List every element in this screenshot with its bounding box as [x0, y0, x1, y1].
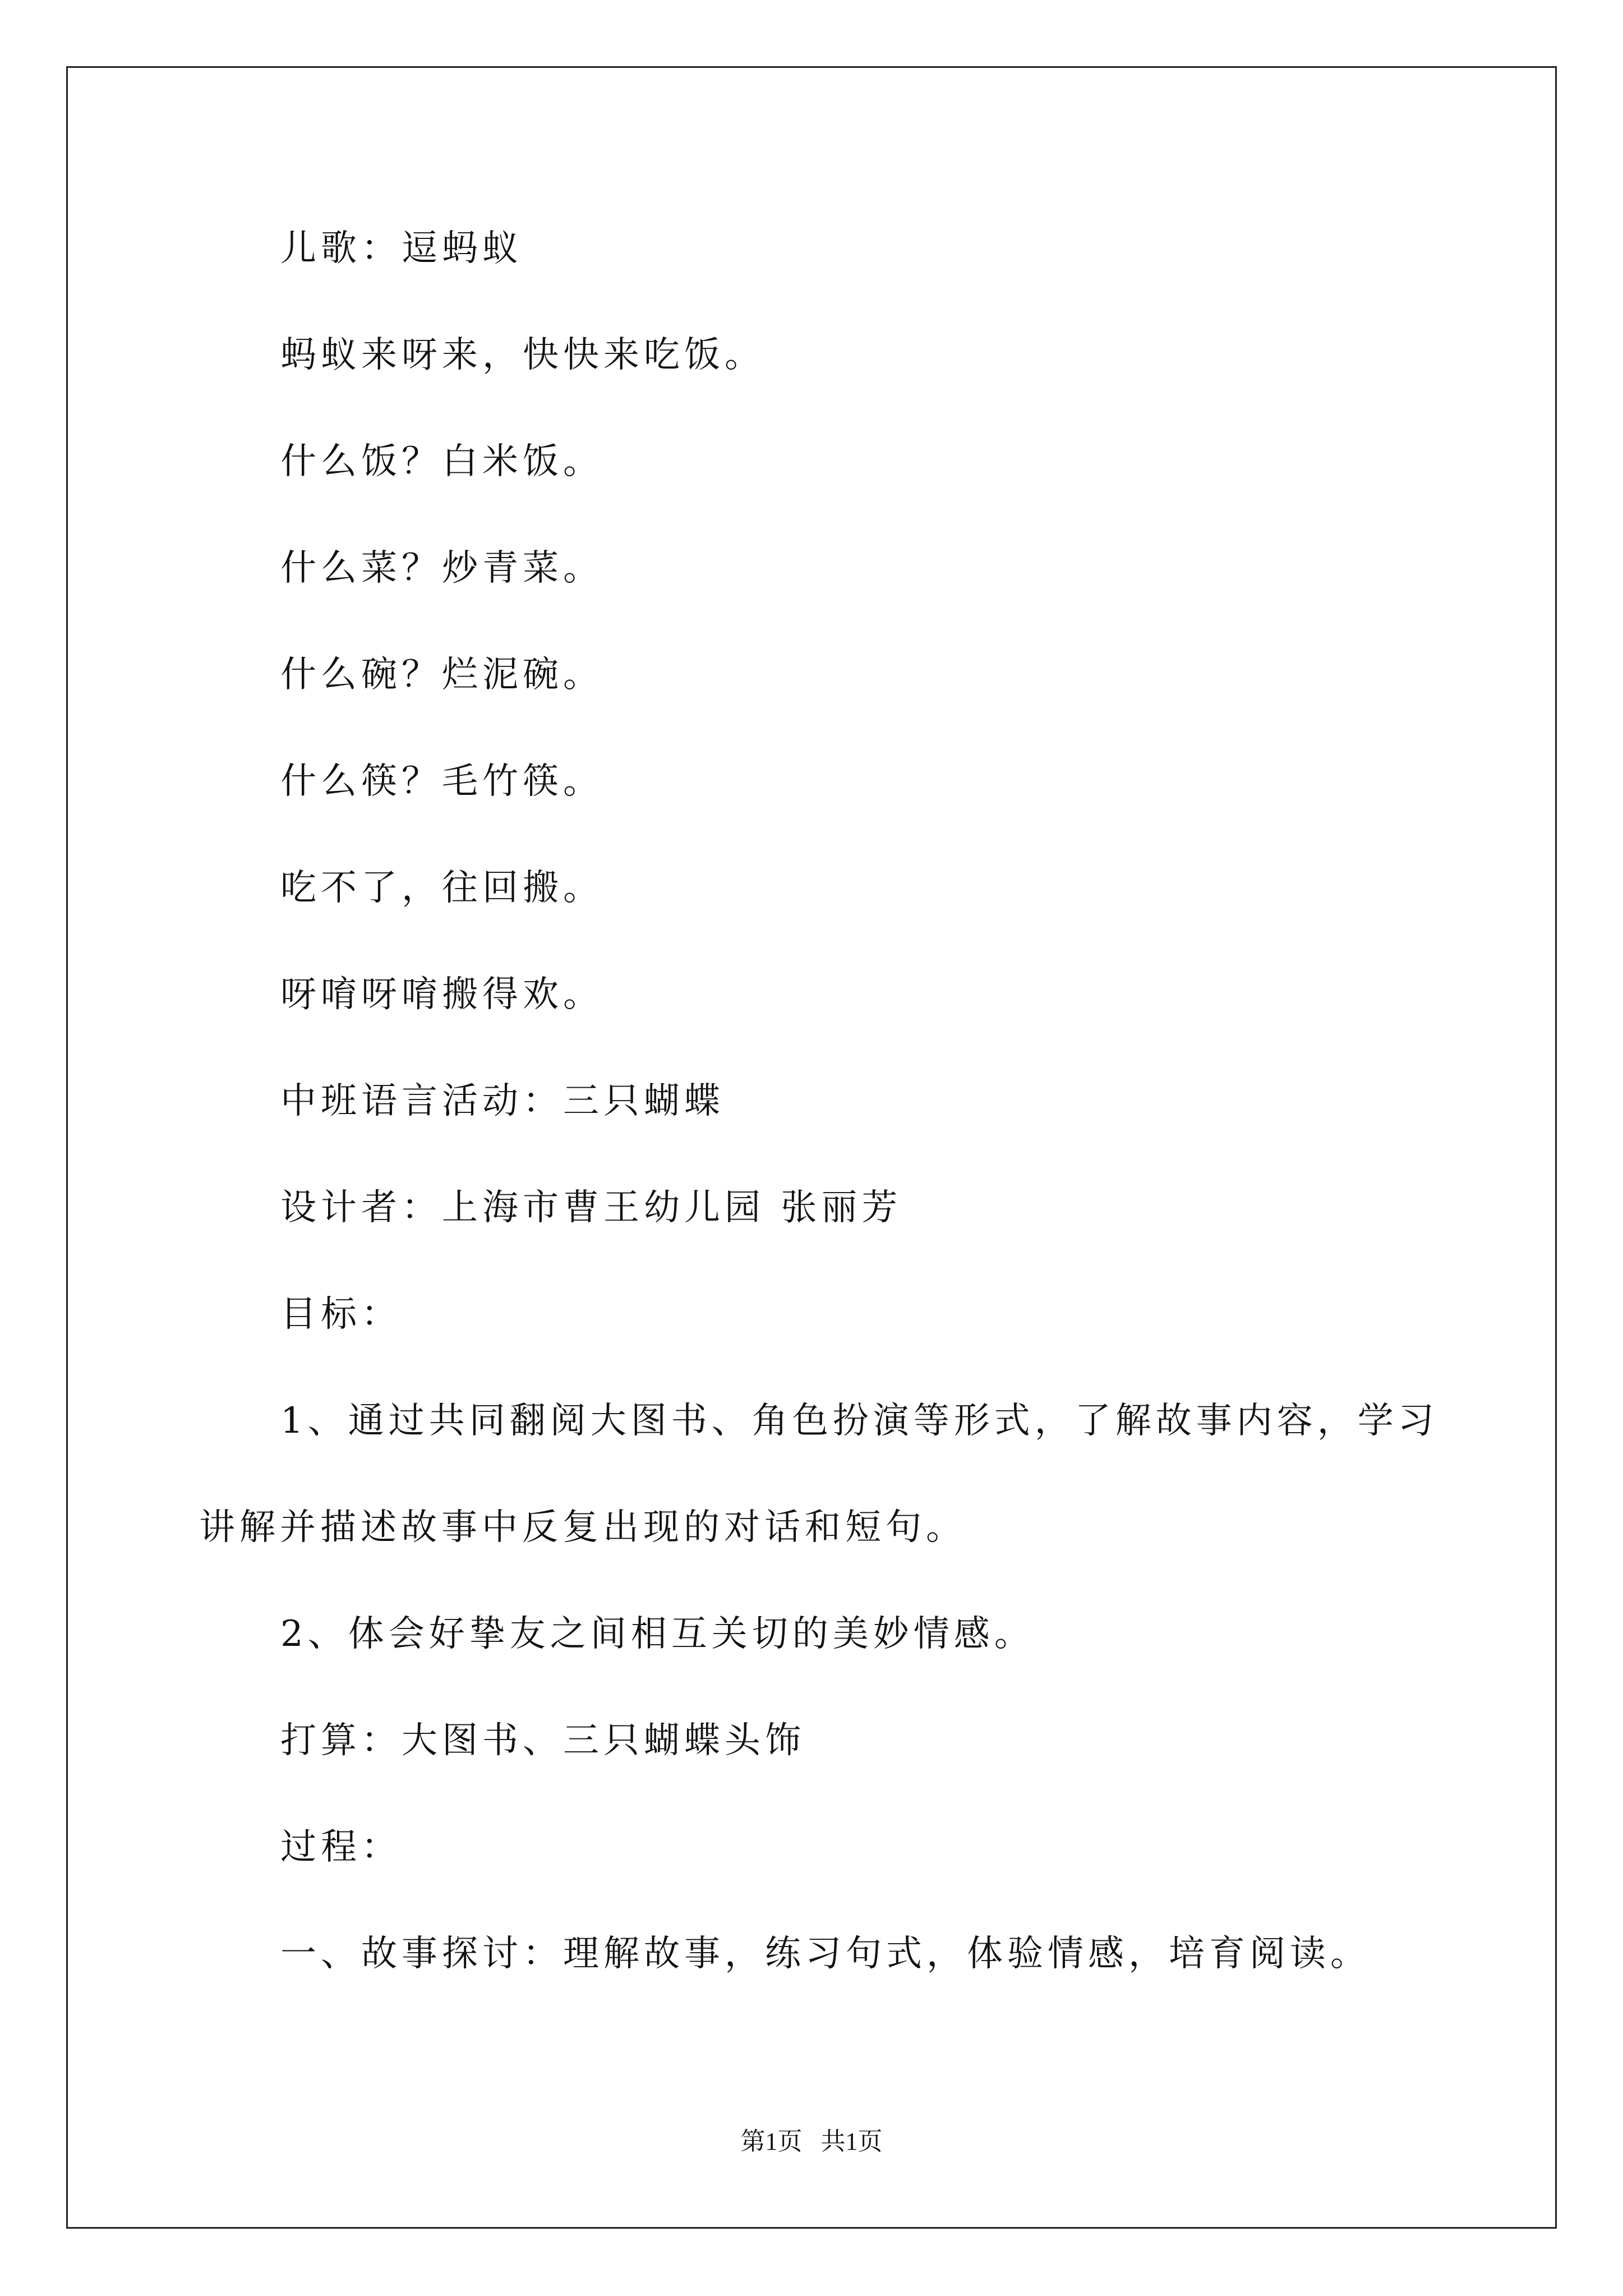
- page-border: [66, 66, 1557, 2229]
- poem-line: 什么菜？炒青菜。: [280, 547, 603, 589]
- paragraph-line: 2、体会好挚友之间相互关切的美妙情感。: [280, 1613, 1035, 1655]
- poem-line: 什么碗？烂泥碗。: [280, 654, 603, 696]
- poem-line: 呀唷呀唷搬得欢。: [280, 974, 603, 1015]
- paragraph-line: 打算：大图书、三只蝴蝶头饰: [280, 1720, 805, 1761]
- designer-line: 设计者：上海市曹王幼儿园 张丽芳: [280, 1187, 902, 1228]
- paragraph-line: 一、故事探讨：理解故事，练习句式，体验情感，培育阅读。: [280, 1933, 1371, 1975]
- activity-title: 中班语言活动：三只蝴蝶: [280, 1080, 725, 1122]
- poem-line: 什么筷？毛竹筷。: [280, 761, 603, 802]
- section-heading: 目标：: [280, 1294, 402, 1335]
- poem-title: 儿歌：逗蚂蚁: [280, 228, 523, 269]
- poem-line: 蚂蚁来呀来，快快来吃饭。: [280, 334, 765, 376]
- section-heading: 过程：: [280, 1826, 402, 1868]
- poem-line: 什么饭？白米饭。: [280, 441, 603, 482]
- poem-line: 吃不了，往回搬。: [280, 867, 603, 909]
- page-footer: 第1页 共1页: [740, 2128, 883, 2155]
- paragraph-line: 讲解并描述故事中反复出现的对话和短句。: [199, 1507, 966, 1548]
- paragraph-line: 1、通过共同翻阅大图书、角色扮演等形式，了解故事内容，学习: [280, 1400, 1438, 1442]
